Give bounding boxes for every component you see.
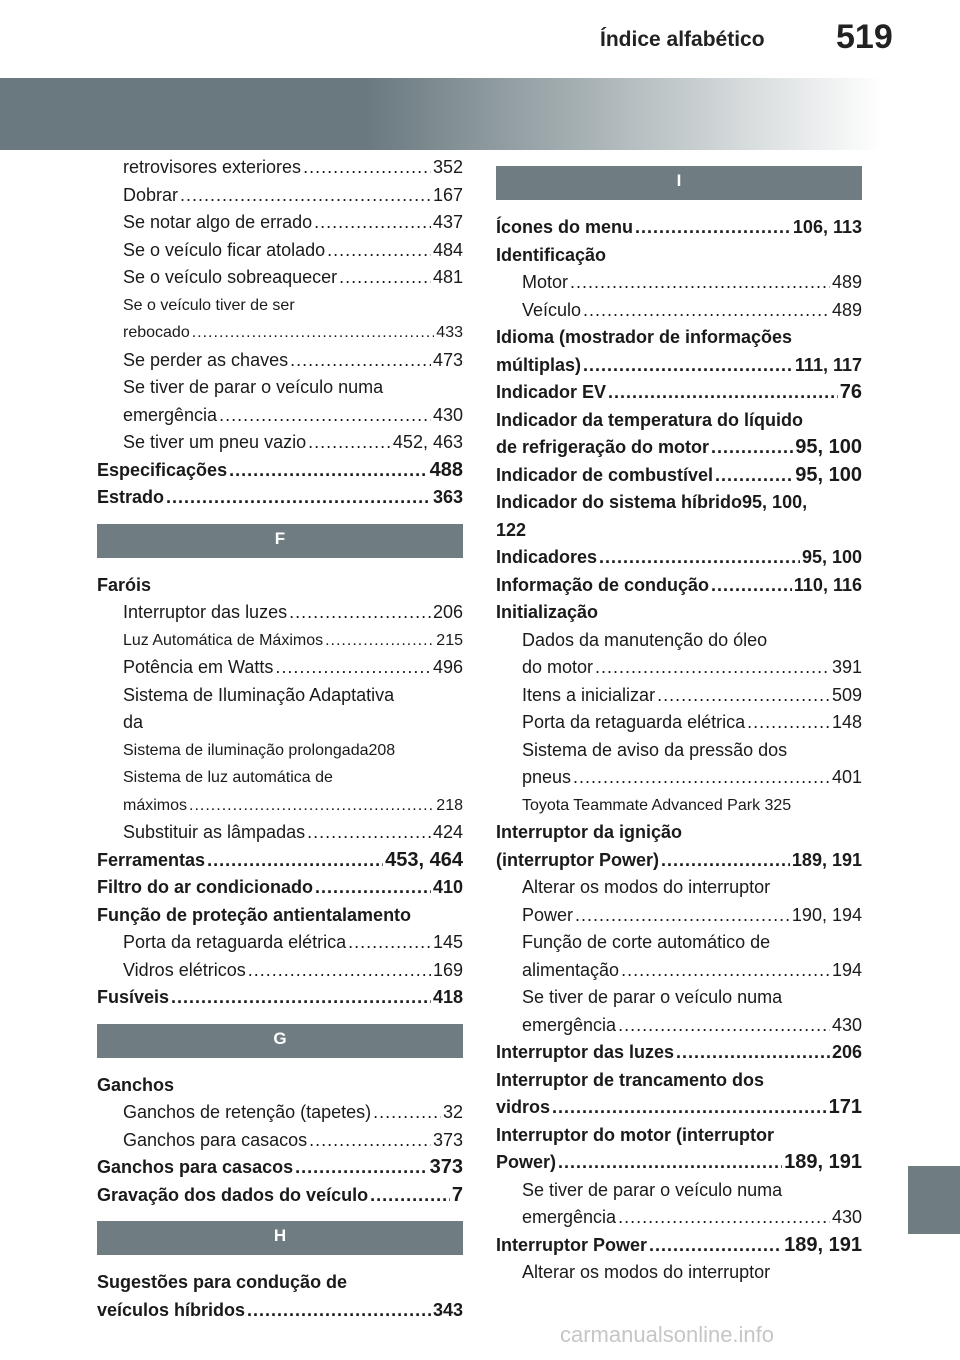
entry-page-ref: 489: [831, 299, 862, 320]
index-entry: [97, 1182, 463, 1210]
entry-page-ref: 484: [432, 239, 463, 260]
dot-leader: [290, 347, 431, 375]
entry-page-ref: 410: [432, 877, 463, 897]
entry-term: Luz Automática de Máximos: [123, 631, 324, 649]
index-entry: [496, 297, 862, 325]
index-line: Faróis: [97, 574, 152, 595]
dot-leader: [180, 182, 431, 210]
entry-page-ref: 171: [828, 1096, 862, 1118]
dot-leader: [608, 379, 838, 407]
dot-leader: [370, 1182, 450, 1210]
index-entry: [97, 792, 463, 820]
dot-leader: [661, 847, 790, 875]
dot-leader: [327, 237, 431, 265]
entry-page-ref: 190, 194: [791, 904, 862, 925]
entry-term: Potência em Watts: [123, 657, 274, 677]
dot-leader: [189, 792, 434, 820]
index-entry: [496, 957, 862, 985]
entry-term: Especificações: [97, 459, 228, 480]
index-entry: [97, 984, 463, 1012]
entry-term: Itens a inicializar: [522, 684, 656, 705]
entry-page-ref: 76: [839, 381, 862, 403]
index-entry: [97, 957, 463, 985]
index-entry: [97, 182, 463, 210]
index-entry: [97, 347, 463, 375]
dot-leader: [570, 269, 830, 297]
dot-leader: [373, 1099, 441, 1127]
entry-page-ref: 473: [432, 349, 463, 370]
entry-page-ref: 363: [432, 487, 463, 507]
entry-term: Power): [496, 1152, 557, 1172]
entry-page-ref: 509: [831, 684, 862, 705]
index-entry: [496, 709, 862, 737]
dot-leader: [558, 1149, 782, 1177]
index-entry: [97, 929, 463, 957]
dot-leader: [314, 209, 431, 237]
entry-page-ref: 95, 100: [801, 547, 862, 567]
index-entry: [97, 429, 463, 457]
entry-page-ref: 373: [429, 1156, 463, 1178]
watermark: carmanualsonline.info: [560, 1322, 775, 1347]
index-entry: [496, 214, 862, 242]
dot-leader: [583, 352, 793, 380]
entry-page-ref: 111, 117: [794, 354, 862, 375]
entry-page-ref: 169: [432, 959, 463, 980]
index-entry: [496, 462, 862, 490]
dot-leader: [219, 402, 431, 430]
index-entry: [496, 269, 862, 297]
entry-page-ref: 481: [432, 267, 463, 287]
dot-leader: [289, 599, 431, 627]
entry-page-ref: 452, 463: [392, 432, 463, 452]
entry-term: emergência: [123, 404, 218, 425]
index-entry: [496, 434, 862, 462]
dot-leader: [715, 462, 793, 490]
index-entry: [97, 627, 463, 655]
index-column-right: [496, 154, 862, 1287]
entry-page-ref: 496: [432, 657, 463, 677]
entry-page-ref: 215: [436, 631, 463, 649]
index-entry: [496, 682, 862, 710]
index-entry: [496, 379, 862, 407]
section-letter-header: H: [97, 1221, 463, 1255]
index-entry: [97, 484, 463, 512]
entry-page-ref: 32: [442, 1102, 463, 1122]
section-letter-header: I: [496, 166, 862, 200]
index-line: Initialização: [496, 602, 599, 622]
index-line: Sugestões para condução de: [97, 1272, 348, 1292]
entry-page-ref: 167: [432, 184, 463, 205]
index-entry: [496, 572, 862, 600]
index-entry: [496, 1149, 862, 1177]
index-line: Interruptor de trancamento dos: [496, 1069, 765, 1090]
entry-page-ref: 95, 100: [795, 463, 862, 486]
index-entry: [97, 402, 463, 430]
entry-page-ref: 489: [831, 272, 862, 292]
index-line: Toyota Teammate Advanced Park 325: [522, 796, 792, 814]
entry-page-ref: 95, 100: [795, 436, 862, 458]
entry-term: Se perder as chaves: [123, 349, 289, 370]
index-entry: [496, 764, 862, 792]
index-entry: [97, 319, 463, 347]
entry-page-ref: 437: [432, 212, 463, 232]
index-entry: [97, 847, 463, 875]
index-entry: [496, 352, 862, 380]
entry-page-ref: 430: [831, 1014, 862, 1035]
header-banner: [0, 78, 960, 150]
entry-term: Power: [522, 904, 574, 925]
dot-leader: [295, 1154, 428, 1182]
entry-term: máximos: [123, 796, 188, 814]
entry-term: Motor: [522, 272, 569, 292]
chapter-thumb-tab: [908, 1166, 960, 1234]
dot-leader: [308, 429, 391, 457]
entry-page-ref: 7: [451, 1183, 463, 1206]
entry-term: Filtro do ar condicionado: [97, 877, 313, 897]
dot-leader: [583, 297, 830, 325]
index-column-left: [97, 154, 463, 1324]
index-line: 122: [496, 519, 527, 540]
dot-leader: [575, 902, 790, 930]
index-line: Se o veículo tiver de ser: [123, 296, 295, 314]
index-line: Se tiver de parar o veículo numa: [522, 987, 783, 1007]
entry-term: emergência: [522, 1014, 617, 1035]
index-line: Sistema de iluminação prolongada208: [123, 741, 396, 759]
entry-term: Ganchos de retenção (tapetes): [123, 1102, 372, 1122]
index-line: Dados da manutenção do óleo: [522, 629, 768, 650]
index-line: Idioma (mostrador de informações: [496, 327, 793, 347]
entry-term: vidros: [496, 1097, 551, 1117]
dot-leader: [649, 1232, 782, 1260]
dot-leader: [676, 1039, 830, 1067]
index-line: Se tiver de parar o veículo numa: [123, 377, 384, 397]
entry-page-ref: 189, 191: [784, 1233, 862, 1256]
dot-leader: [325, 627, 434, 655]
entry-term: múltiplas): [496, 354, 582, 375]
index-entry: [97, 264, 463, 292]
index-line: Sistema de luz automática de: [123, 769, 333, 786]
entry-page-ref: 194: [831, 959, 862, 980]
entry-term: alimentação: [522, 959, 620, 980]
entry-page-ref: 424: [432, 822, 463, 842]
entry-page-ref: 110, 116: [793, 574, 862, 595]
page-number: 519: [836, 18, 893, 56]
index-entry: [496, 1204, 862, 1232]
entry-page-ref: 206: [831, 1042, 862, 1062]
entry-term: Ferramentas: [97, 849, 206, 870]
index-line: da: [123, 712, 144, 732]
dot-leader: [247, 1297, 431, 1325]
entry-term: emergência: [522, 1207, 617, 1227]
entry-page-ref: 148: [831, 712, 862, 732]
entry-term: veículos híbridos: [97, 1299, 246, 1320]
entry-term: Fusíveis: [97, 987, 170, 1007]
index-entry: [496, 902, 862, 930]
entry-page-ref: 189, 191: [784, 1151, 862, 1173]
dot-leader: [621, 957, 830, 985]
dot-leader: [171, 984, 431, 1012]
dot-leader: [207, 847, 383, 875]
entry-page-ref: 453, 464: [385, 848, 463, 871]
index-entry: [496, 1012, 862, 1040]
entry-page-ref: 430: [831, 1207, 862, 1227]
dot-leader: [711, 572, 792, 600]
index-entry: [496, 1039, 862, 1067]
entry-term: Interruptor das luzes: [496, 1042, 675, 1062]
entry-term: (interruptor Power): [496, 849, 660, 870]
index-line: Função de corte automático de: [522, 932, 771, 952]
entry-page-ref: 401: [831, 767, 862, 787]
section-letter-header: G: [97, 1024, 463, 1058]
dot-leader: [307, 819, 431, 847]
entry-term: Se notar algo de errado: [123, 212, 313, 232]
entry-term: Porta da retaguarda elétrica: [522, 712, 746, 732]
entry-page-ref: 391: [831, 657, 862, 677]
dot-leader: [595, 654, 830, 682]
entry-term: Indicador de combustível: [496, 464, 714, 485]
entry-term: Indicadores: [496, 547, 598, 567]
index-line: Interruptor da ignição: [496, 822, 683, 842]
index-line: Ganchos: [97, 1074, 175, 1095]
dot-leader: [618, 1204, 830, 1232]
index-entry: [97, 209, 463, 237]
dot-leader: [248, 957, 431, 985]
index-entry: [97, 599, 463, 627]
dot-leader: [303, 154, 431, 182]
dot-leader: [711, 434, 793, 462]
index-entry: [97, 237, 463, 265]
entry-term: Substituir as lâmpadas: [123, 822, 306, 842]
index-line: Se tiver de parar o veículo numa: [522, 1179, 783, 1200]
index-line: Indicador do sistema híbrido95, 100,: [496, 492, 808, 512]
index-entry: [496, 847, 862, 875]
index-line: Alterar os modos do interruptor: [522, 877, 771, 897]
dot-leader: [348, 929, 431, 957]
entry-page-ref: 343: [432, 1299, 463, 1320]
dot-leader: [599, 544, 800, 572]
index-line: Interruptor do motor (interruptor: [496, 1124, 774, 1145]
entry-term: Vidros elétricos: [123, 959, 246, 980]
entry-term: retrovisores exteriores: [123, 157, 302, 177]
index-entry: [496, 1232, 862, 1260]
entry-page-ref: 206: [432, 602, 463, 622]
dot-leader: [315, 874, 431, 902]
entry-page-ref: 418: [432, 987, 463, 1007]
dot-leader: [552, 1094, 827, 1122]
dot-leader: [573, 764, 830, 792]
dot-leader: [192, 319, 435, 347]
entry-term: Porta da retaguarda elétrica: [123, 932, 347, 952]
index-line: Sistema de Iluminação Adaptativa: [123, 684, 395, 705]
entry-term: de refrigeração do motor: [496, 437, 710, 457]
dot-leader: [657, 682, 830, 710]
index-entry: [97, 1099, 463, 1127]
index-entry: [97, 654, 463, 682]
entry-term: do motor: [522, 657, 594, 677]
entry-page-ref: 189, 191: [791, 849, 862, 870]
entry-term: Ícones do menu: [496, 217, 634, 237]
entry-term: Informação de condução: [496, 574, 710, 595]
index-entry: [97, 819, 463, 847]
entry-page-ref: 106, 113: [792, 217, 862, 237]
index-entry: [97, 1127, 463, 1155]
entry-term: Interruptor das luzes: [123, 602, 288, 622]
dot-leader: [275, 654, 431, 682]
entry-term: Se o veículo ficar atolado: [123, 239, 326, 260]
section-title: Índice alfabético: [600, 28, 765, 51]
entry-term: Se o veículo sobreaquecer: [123, 267, 338, 287]
index-entry: [496, 1094, 862, 1122]
index-line: Sistema de aviso da pressão dos: [522, 739, 788, 760]
index-entry: [97, 154, 463, 182]
entry-page-ref: 488: [429, 458, 463, 481]
entry-term: Interruptor Power: [496, 1234, 648, 1255]
index-entry: [97, 1154, 463, 1182]
index-entry: [97, 457, 463, 485]
dot-leader: [166, 484, 431, 512]
entry-page-ref: 145: [432, 932, 463, 952]
entry-term: Dobrar: [123, 184, 179, 205]
entry-term: Veículo: [522, 299, 582, 320]
entry-term: Indicador EV: [496, 382, 607, 402]
section-letter-header: F: [97, 524, 463, 558]
dot-leader: [309, 1127, 431, 1155]
dot-leader: [747, 709, 830, 737]
index-line: Identificação: [496, 244, 607, 265]
dot-leader: [635, 214, 791, 242]
entry-page-ref: 433: [436, 324, 463, 341]
index-line: Função de proteção antientalamento: [97, 904, 412, 925]
entry-term: rebocado: [123, 324, 190, 341]
entry-term: Ganchos para casacos: [97, 1157, 294, 1177]
entry-page-ref: 352: [432, 157, 463, 177]
dot-leader: [339, 264, 431, 292]
index-line: Alterar os modos do interruptor: [522, 1262, 771, 1282]
index-entry: [97, 874, 463, 902]
dot-leader: [618, 1012, 830, 1040]
entry-term: Gravação dos dados do veículo: [97, 1184, 369, 1205]
entry-page-ref: 218: [436, 796, 463, 814]
entry-page-ref: 430: [432, 404, 463, 425]
entry-term: Ganchos para casacos: [123, 1129, 308, 1150]
entry-term: Estrado: [97, 487, 165, 507]
entry-term: pneus: [522, 767, 572, 787]
index-entry: [496, 654, 862, 682]
dot-leader: [229, 457, 428, 485]
index-line: Indicador da temperatura do líquido: [496, 409, 804, 430]
index-entry: [496, 544, 862, 572]
index-entry: [97, 1297, 463, 1325]
entry-page-ref: 373: [432, 1129, 463, 1150]
entry-term: Se tiver um pneu vazio: [123, 432, 307, 452]
